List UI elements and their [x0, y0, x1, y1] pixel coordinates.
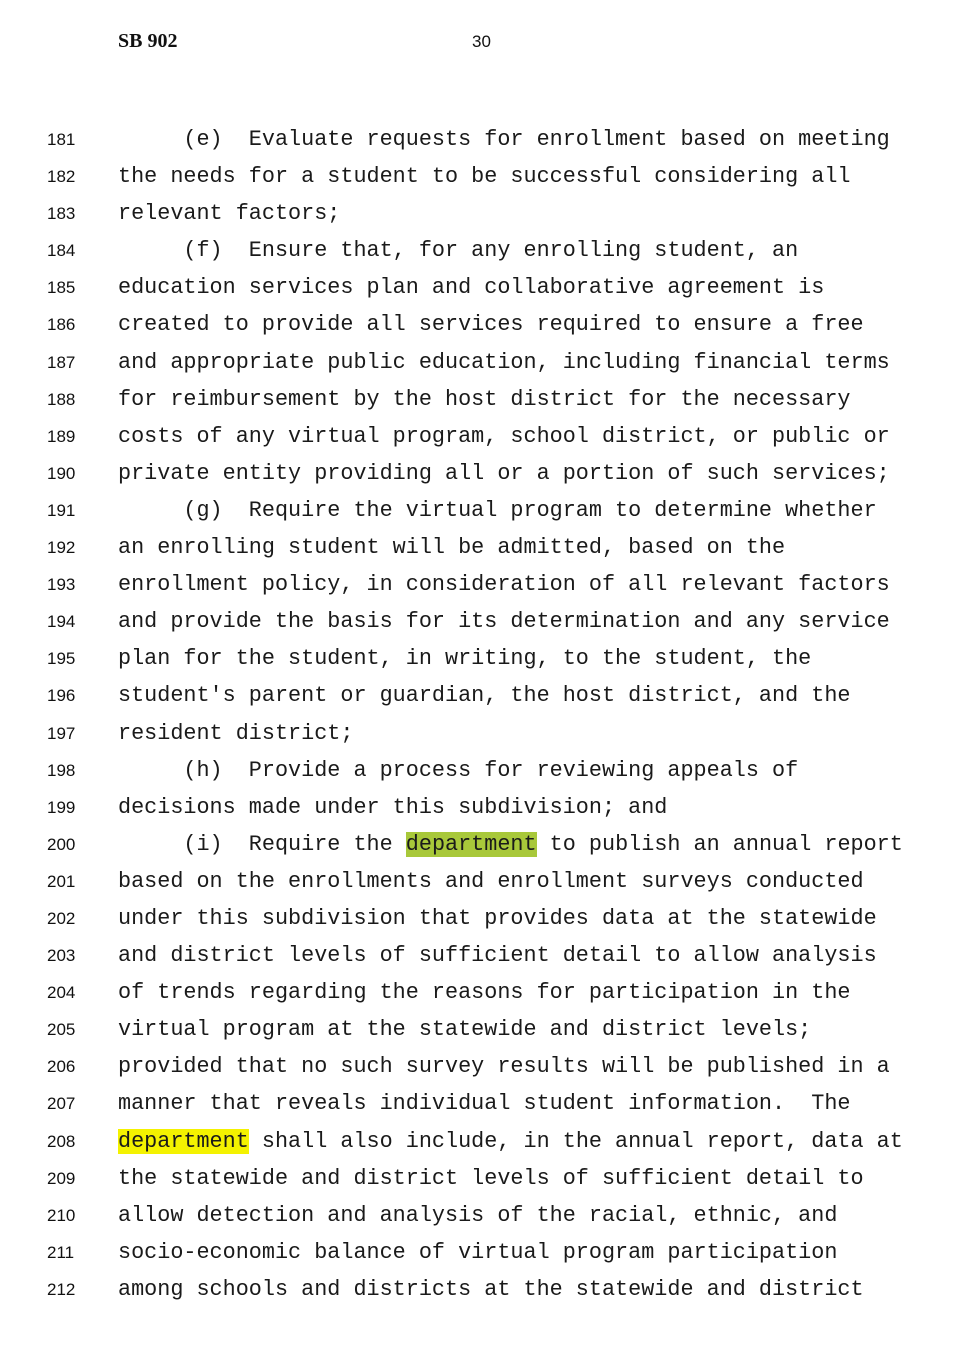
- line-number: 212: [47, 1279, 76, 1299]
- text-line: [0, 196, 958, 233]
- line-number: 181: [47, 130, 76, 149]
- line-number: 208: [47, 1131, 76, 1151]
- line-text: [118, 832, 903, 858]
- line-text-segment: (h) Provide a process for reviewing appeals of: [118, 757, 799, 783]
- line-text-segment: among schools and districts at the statewide and district: [118, 1276, 864, 1302]
- line-number: 184: [47, 241, 76, 261]
- line-text-segment: of trends regarding the reasons for participation in the: [118, 980, 851, 1006]
- text-line: [0, 678, 958, 715]
- line-text-segment: education services plan and collaborative agreement is: [118, 275, 825, 301]
- line-text-segment: for reimbursement by the host district for the necessary: [118, 386, 851, 412]
- line-text: [118, 498, 877, 524]
- line-number: 193: [47, 575, 76, 595]
- line-text: [118, 387, 851, 413]
- line-number: 191: [47, 500, 76, 520]
- text-line: [0, 1235, 958, 1272]
- line-text: [118, 1129, 903, 1155]
- text-line: [0, 493, 958, 530]
- line-number: 190: [47, 463, 76, 483]
- line-text: [118, 1091, 851, 1117]
- text-line: [0, 604, 958, 641]
- line-text-segment: created to provide all services required to ensure a free: [118, 312, 864, 338]
- line-text-segment: resident district;: [118, 720, 354, 746]
- line-number: 182: [47, 167, 76, 187]
- line-text-segment: virtual program at the statewide and district levels;: [118, 1017, 812, 1043]
- text-line: [0, 1124, 958, 1161]
- line-text: [118, 461, 890, 487]
- line-text-segment: an enrolling student will be admitted, based on the: [118, 535, 786, 561]
- bill-identifier: SB 902: [118, 30, 178, 52]
- line-text: [118, 943, 877, 969]
- line-text-segment: based on the enrollments and enrollment surveys conducted: [118, 868, 864, 894]
- line-text: [118, 646, 811, 672]
- text-line: [0, 1198, 958, 1235]
- line-number: 197: [47, 723, 76, 743]
- text-line: [0, 1161, 958, 1198]
- line-number: 186: [47, 315, 76, 335]
- line-text-segment: the needs for a student to be successful considering all: [118, 164, 851, 190]
- text-line: [0, 307, 958, 344]
- line-text: [118, 1277, 864, 1303]
- line-text-segment: manner that reveals individual student information. The: [118, 1091, 851, 1117]
- line-text: [118, 721, 353, 747]
- line-text: [118, 424, 890, 450]
- line-text-segment: costs of any virtual program, school district, or public or: [118, 423, 890, 449]
- line-text-segment: allow detection and analysis of the racial, ethnic, and: [118, 1202, 838, 1228]
- line-text: [118, 350, 890, 376]
- line-number: 189: [47, 426, 76, 446]
- line-text: [118, 683, 851, 709]
- text-line: [0, 827, 958, 864]
- line-text: [118, 1203, 837, 1229]
- line-text: [118, 795, 667, 821]
- text-line: [0, 159, 958, 196]
- highlighted-term: department: [405, 831, 537, 857]
- text-line: [0, 530, 958, 567]
- text-line: [0, 790, 958, 827]
- text-line: [0, 419, 958, 456]
- text-line: [0, 270, 958, 307]
- line-text: [118, 869, 864, 895]
- line-text-segment: (e) Evaluate requests for enrollment based on meeting: [118, 127, 890, 152]
- line-number: 200: [47, 834, 76, 854]
- line-number: 204: [47, 983, 76, 1003]
- line-text-segment: shall also include, in the annual report, data at: [248, 1128, 903, 1154]
- line-text-segment: enrollment policy, in consideration of all relevant factors: [118, 572, 890, 598]
- line-number: 202: [47, 908, 76, 928]
- text-line: [0, 567, 958, 604]
- line-text: [118, 609, 890, 635]
- line-number: 196: [47, 686, 76, 706]
- line-text-segment: socio-economic balance of virtual program participation: [118, 1239, 838, 1265]
- line-text-segment: provided that no such survey results will be published in a: [118, 1054, 890, 1080]
- line-number: 187: [47, 352, 76, 372]
- text-line: [0, 975, 958, 1012]
- line-text-segment: and district levels of sufficient detail to allow analysis: [118, 943, 877, 969]
- line-text: [118, 275, 824, 301]
- line-text-segment: the statewide and district levels of sufficient detail to: [118, 1165, 864, 1191]
- line-text-segment: relevant factors;: [118, 201, 341, 227]
- text-line: [0, 382, 958, 419]
- line-text: [118, 201, 340, 227]
- line-number: 188: [47, 389, 76, 409]
- line-text: [118, 1240, 837, 1266]
- line-number: 183: [47, 204, 76, 224]
- text-line: [0, 456, 958, 493]
- text-line: [0, 901, 958, 938]
- line-text-segment: (i) Require the: [118, 831, 406, 857]
- line-number: 199: [47, 797, 76, 817]
- line-text: [118, 572, 890, 598]
- line-number: 209: [47, 1168, 76, 1188]
- line-number: 210: [47, 1205, 76, 1225]
- line-text-segment: and provide the basis for its determination and any service: [118, 609, 890, 635]
- line-text-segment: to publish an annual report: [536, 831, 903, 857]
- line-text-segment: plan for the student, in writing, to the student, the: [118, 646, 812, 672]
- line-text: [118, 164, 851, 190]
- line-number: 211: [47, 1242, 75, 1262]
- text-line: [0, 1086, 958, 1123]
- text-line: [0, 1049, 958, 1086]
- line-text: [118, 1017, 811, 1043]
- line-text: [118, 1166, 864, 1192]
- line-text-segment: private entity providing all or a portion of such services;: [118, 460, 890, 486]
- line-text-segment: and appropriate public education, including financial terms: [118, 349, 890, 375]
- line-text: [118, 535, 785, 561]
- line-text: [118, 758, 798, 784]
- line-text-segment: student's parent or guardian, the host district, and the: [118, 683, 851, 709]
- line-number: 195: [47, 649, 76, 669]
- line-text: [118, 906, 877, 932]
- text-line: [0, 716, 958, 753]
- line-number: 198: [47, 760, 76, 780]
- line-number: 207: [47, 1094, 76, 1114]
- highlighted-term: department: [118, 1128, 249, 1154]
- line-text-segment: (f) Ensure that, for any enrolling student, an: [118, 238, 799, 264]
- line-number: 185: [47, 278, 76, 298]
- text-line: [0, 938, 958, 975]
- line-number: 206: [47, 1057, 76, 1077]
- line-text: [118, 127, 890, 153]
- text-line: [0, 864, 958, 901]
- line-number: 205: [47, 1020, 76, 1040]
- line-number: 201: [47, 871, 76, 891]
- line-text: [118, 980, 851, 1006]
- line-text: [118, 1054, 890, 1080]
- text-line: [0, 345, 958, 382]
- line-number: 203: [47, 946, 76, 966]
- text-line: [0, 1012, 958, 1049]
- bill-text-body: [0, 122, 958, 1309]
- line-text-segment: (g) Require the virtual program to determine whether: [118, 497, 877, 523]
- text-line: [0, 641, 958, 678]
- line-number: 194: [47, 612, 76, 632]
- line-text: [118, 238, 798, 264]
- page-number: 30: [472, 32, 491, 51]
- text-line: [0, 753, 958, 790]
- line-text: [118, 312, 864, 338]
- text-line: [0, 233, 958, 270]
- text-line: [0, 122, 958, 159]
- line-text-segment: decisions made under this subdivision; and: [118, 794, 668, 820]
- line-number: 192: [47, 538, 76, 558]
- text-line: [0, 1272, 958, 1309]
- line-text-segment: under this subdivision that provides data at the statewide: [118, 905, 877, 931]
